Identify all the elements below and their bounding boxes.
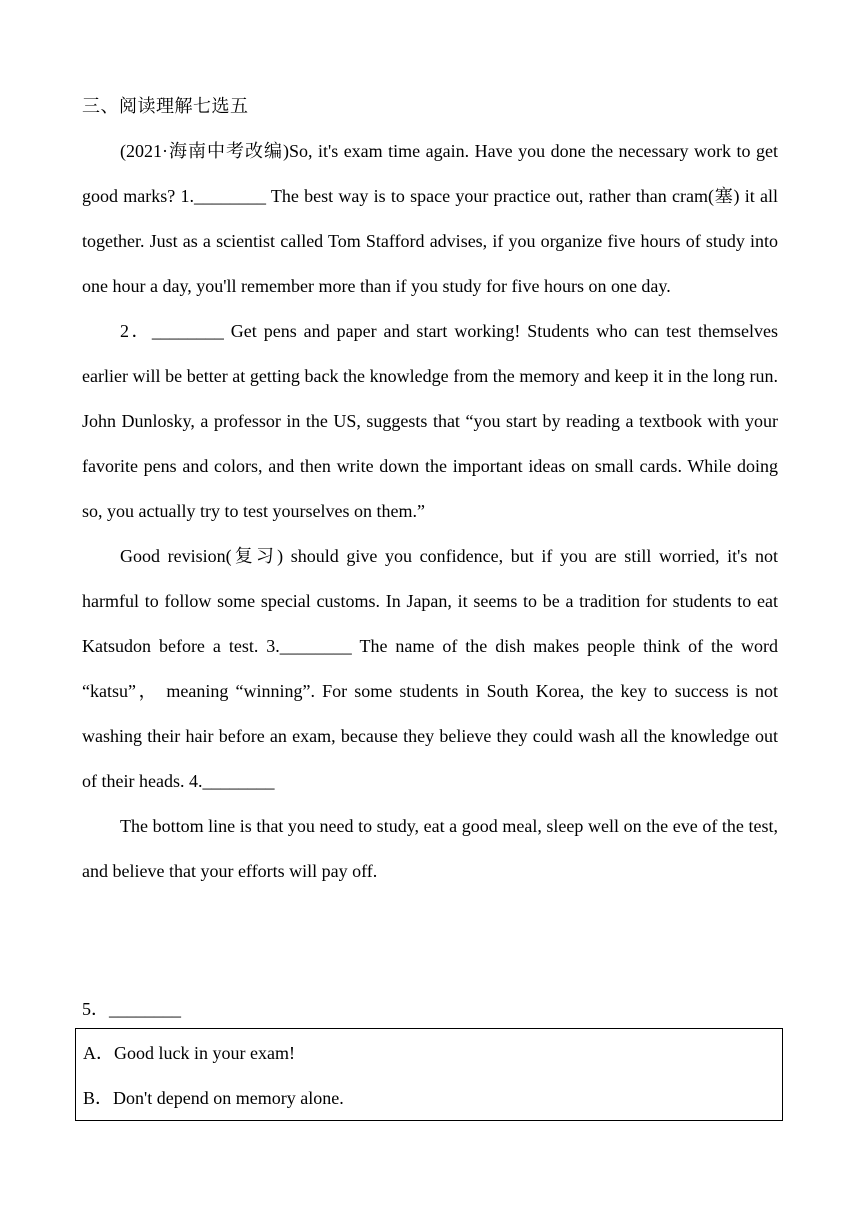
passage-paragraph-4: The bottom line is that you need to study, eat a good meal, sleep well on the eve of the test, and believe that your efforts will pay off. <box>82 816 778 881</box>
options-box <box>75 1028 783 1121</box>
passage-paragraph-3: Good revision(复习) should give you confidence, but if you are still worried, it's not harmful to follow some special customs. In Japan, it seems to be a tradition for students to eat Katsudon before a test. 3.________ The name of the dish makes people think of the word “katsu”， meaning “winning”. For some students in South Korea, the key to success is not washing their hair before an exam, because they believe they could wash all the knowledge out of their heads. 4.________ <box>82 546 778 791</box>
question-5-blank: 5．________ <box>82 999 181 1019</box>
section-title: 三、阅读理解七选五 <box>82 96 249 116</box>
option-a: A．Good luck in your exam! <box>83 1043 295 1063</box>
passage-paragraph-1: (2021·海南中考改编)So, it's exam time again. Have you done the necessary work to get good marks? 1.________ The best way is to space your practice out, rather than cram(塞) it all together. Just as a scientist called Tom Stafford advises, if you organize five hours of study into one hour a day, you'll remember more than if you study for five hours on one day. <box>82 141 778 296</box>
document-page <box>82 84 778 894</box>
passage-paragraph-2: 2．________ Get pens and paper and start working! Students who can test themselves earlier will be better at getting back the knowledge from the memory and keep it in the long run. John Dunlosky, a professor in the US, suggests that “you start by reading a textbook with your favorite pens and colors, and then write down the important ideas on small cards. While doing so, you actually try to test yourselves on them.” <box>82 321 778 521</box>
option-b: B．Don't depend on memory alone. <box>83 1088 344 1108</box>
